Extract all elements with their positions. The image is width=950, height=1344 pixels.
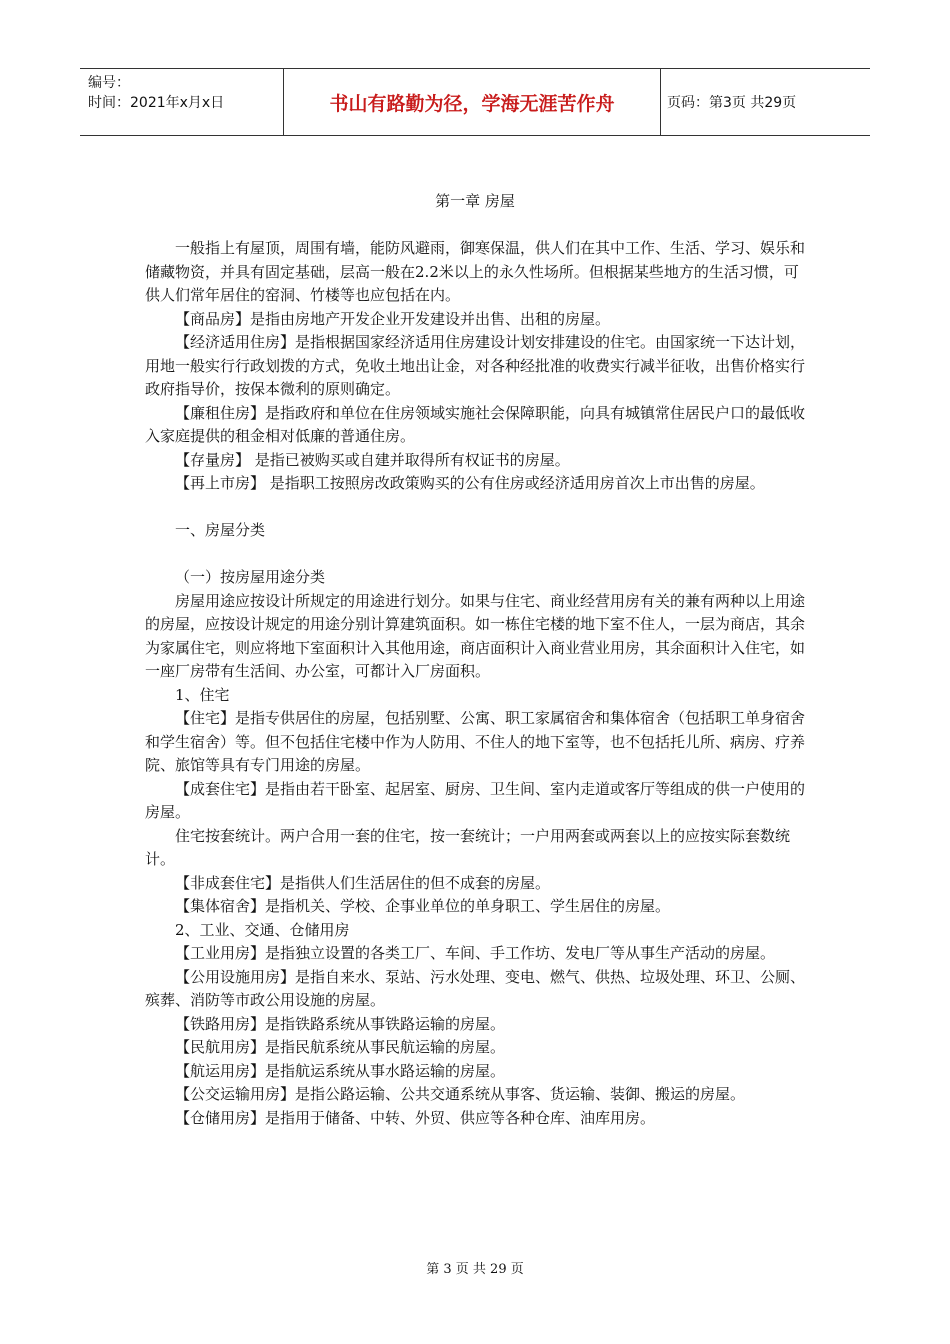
paragraph: 【再上市房】 是指职工按照房改政策购买的公有住房或经济适用房首次上市出售的房屋。	[175, 474, 765, 492]
paragraph: 一般指上有屋顶，周围有墙，能防风避雨，御寒保温，供人们在其中工作、生活、学习、娱乐和储藏物资，并具有固定基础，层高一般在2.2米以上的永久性场所。但根据某些地方的生活习惯，可供人们常年居住的窑洞、竹楼等也应包括在内。	[145, 239, 806, 304]
paragraph: 【廉租住房】是指政府和单位在住房领域实施社会保障职能，向具有城镇常住居民户口的最低收入家庭提供的租金相对低廉的普通住房。	[145, 403, 806, 445]
header-meta	[80, 69, 283, 135]
document-body	[145, 237, 810, 1130]
page-footer: 第 3 页 共 29 页	[426, 1262, 524, 1277]
paragraph: 【成套住宅】是指由若干卧室、起居室、厨房、卫生间、室内走道或客厅等组成的供一户使用的房屋。	[145, 779, 806, 821]
section-heading: 一、房屋分类	[175, 521, 266, 539]
paragraph: 【仓储用房】是指用于储备、中转、外贸、供应等各种仓库、油库用房。	[175, 1108, 656, 1127]
page-header	[80, 68, 870, 136]
paragraph: 【铁路用房】是指铁路系统从事铁路运输的房屋。	[175, 1014, 506, 1033]
header-page-number: 页码：第3页 共29页	[667, 95, 797, 111]
paragraph: 【存量房】 是指已被购买或自建并取得所有权证书的房屋。	[175, 450, 570, 469]
doc-time-label: 时间：2021年x月x日	[88, 95, 225, 111]
paragraph: 住宅按套统计。两户合用一套的住宅，按一套统计；一户用两套或两套以上的应按实际套数统计。	[145, 826, 791, 868]
chapter-title: 第一章 房屋	[435, 192, 515, 210]
subsection-heading: （一）按房屋用途分类	[175, 568, 326, 586]
paragraph: 【民航用房】是指民航系统从事民航运输的房屋。	[175, 1038, 506, 1056]
paragraph: 【商品房】是指由房地产开发企业开发建设并出售、出租的房屋。	[175, 309, 611, 328]
list-heading: 1、住宅	[175, 685, 230, 704]
paragraph: 【住宅】是指专供居住的房屋，包括别墅、公寓、职工家属宿舍和集体宿舍（包括职工单身宿舍和学生宿舍）等。但不包括住宅楼中作为人防用、不住人的地下室等，也不包括托儿所、病房、疗养院、旅馆等具有专门用途的房屋。	[145, 709, 806, 774]
paragraph: 【公用设施用房】是指自来水、泵站、污水处理、变电、燃气、供热、垃圾处理、环卫、公厕、殡葬、消防等市政公用设施的房屋。	[145, 967, 806, 1009]
paragraph: 【经济适用住房】是指根据国家经济适用住房建设计划安排建设的住宅。由国家统一下达计划，用地一般实行行政划拨的方式，免收土地出让金，对各种经批准的收费实行减半征收，出售价格实行政府指导价，按保本微利的原则确定。	[145, 333, 806, 398]
list-heading: 2、工业、交通、仓储用房	[175, 920, 350, 939]
header-motto: 书山有路勤为径，学海无涯苦作舟	[283, 69, 661, 135]
paragraph: 【非成套住宅】是指供人们生活居住的但不成套的房屋。	[175, 873, 551, 892]
paragraph: 【集体宿舍】是指机关、学校、企事业单位的单身职工、学生居住的房屋。	[175, 897, 671, 915]
paragraph: 【航运用房】是指航运系统从事水路运输的房屋。	[175, 1061, 506, 1080]
doc-code-label: 编号：	[88, 75, 130, 91]
paragraph: 【工业用房】是指独立设置的各类工厂、车间、手工作坊、发电厂等从事生产活动的房屋。	[175, 944, 776, 962]
paragraph: 房屋用途应按设计所规定的用途进行划分。如果与住宅、商业经营用房有关的兼有两种以上用途的房屋，应按设计规定的用途分别计算建筑面积。如一栋住宅楼的地下室不住人，一层为商店，其余为家属住宅，则应将地下室面积计入其他用途，商店面积计入商业营业用房，其余面积计入住宅，如一座厂房带有生活间、办公室，可都计入厂房面积。	[145, 591, 806, 680]
paragraph: 【公交运输用房】是指公路运输、公共交通系统从事客、货运输、装御、搬运的房屋。	[175, 1085, 746, 1103]
